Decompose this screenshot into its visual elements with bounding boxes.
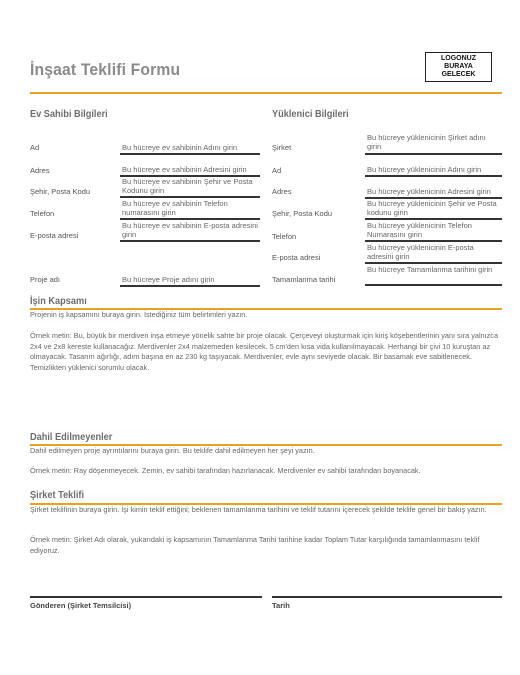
owner-line-name xyxy=(120,153,260,155)
owner-value-city[interactable]: Bu hücreye ev sahibinin Şehir ve Posta Kodunu girin xyxy=(122,177,253,195)
offer-instructions[interactable]: Şirket teklifinin buraya girin. İşi kimin teklif ettiğini; beklenen tamamlanma tarihini ve teklif tutarını içerecek şekilde teklife genel bir bakış yazın. xyxy=(30,505,487,514)
owner-value-project[interactable]: Bu hücreye Proje adını girin xyxy=(122,275,215,284)
logo-placeholder: LOGONUZ BURAYA GELECEK xyxy=(425,52,492,82)
scope-example[interactable]: Örnek metin: Bu, büyük bir merdiven inşa etmeye yönelik sahte bir proje olacak. Çerçeveyi oluşturmak için kiriş köşebentlerinin yanı sıra yalnızca 2x4 ve 2x8 kereste kullanacağız. Merdivenler 2x4 malzemeden kesilecek. 5 cm'den kısa vida kullanılmayacak. Herhangi bir çivi 10 kuruştan az olmayacak. Tasarım ağırlığı, adım başına en az 230 kg taşıyacak. Merdivenler, evle aynı seviyede olacak. Bir basamak eve sabitlenecek. Temizlikten yüklenici sorumlu olacak. xyxy=(30,331,499,372)
contractor-value-city[interactable]: Bu hücreye yüklenicinin Şehir ve Posta kodunu girin xyxy=(367,199,497,217)
owner-value-address[interactable]: Bu hücreye ev sahibinin Adresini girin xyxy=(122,165,247,174)
owner-value-phone[interactable]: Bu hücreye ev sahibinin Telefon numarasını girin xyxy=(122,199,228,217)
contractor-value-name[interactable]: Bu hücreye yüklenicinin Adını girin xyxy=(367,165,482,174)
contractor-label-company: Şirket xyxy=(272,143,292,152)
scope-instructions[interactable]: Projenin iş kapsamını buraya girin. İstediğiniz tüm belirtimleri yazın. xyxy=(30,310,248,319)
owner-label-address: Adres xyxy=(30,166,50,175)
owner-label-name: Ad xyxy=(30,143,40,152)
contractor-value-phone[interactable]: Bu hücreye yüklenicinin Telefon Numarasını girin xyxy=(367,221,472,239)
contractor-line-city xyxy=(365,218,502,220)
owner-line-email xyxy=(120,240,260,242)
owner-label-email: E-posta adresi xyxy=(30,231,79,240)
contractor-value-company[interactable]: Bu hücreye yüklenicinin Şirket adını girin xyxy=(367,133,486,151)
contractor-line-completion xyxy=(365,284,502,286)
contractor-label-phone: Telefon xyxy=(272,232,297,241)
excluded-instructions[interactable]: Dahil edilmeyen proje ayrıntılarını buraya girin. Bu teklife dahil edilmeyen her şeyi yazın. xyxy=(30,446,315,455)
owner-label-phone: Telefon xyxy=(30,209,55,218)
contractor-line-name xyxy=(365,175,502,177)
owner-label-project: Proje adı xyxy=(30,275,61,284)
sender-signature-label: Gönderen (Şirket Temsilcisi) xyxy=(30,601,132,610)
contractor-line-phone xyxy=(365,240,502,242)
owner-line-project xyxy=(120,285,260,287)
date-signature-line xyxy=(272,596,502,598)
contractor-label-address: Adres xyxy=(272,187,292,196)
offer-heading: Şirket Teklifi xyxy=(30,490,85,501)
owner-line-phone xyxy=(120,218,260,220)
sender-signature-line xyxy=(30,596,262,598)
owner-value-email[interactable]: Bu hücreye ev sahibinin E-posta adresini girin xyxy=(122,221,258,239)
offer-example[interactable]: Örnek metin: Şirket Adı olarak, yukarıdaki iş kapsamının Tamamlanma Tarihi tarihine kadar Toplam Tutar karşılığında tamamlanmasını teklif ediyoruz. xyxy=(30,535,480,555)
contractor-label-completion: Tamamlanma tarihi xyxy=(272,275,336,284)
owner-heading: Ev Sahibi Bilgileri xyxy=(30,109,108,120)
contractor-heading: Yüklenici Bilgileri xyxy=(272,109,349,120)
contractor-value-completion[interactable]: Bu hücreye Tamamlanma tarihini girin xyxy=(367,265,493,274)
contractor-label-name: Ad xyxy=(272,166,282,175)
excluded-example[interactable]: Örnek metin: Ray döşenmeyecek. Zemin, ev sahibi tarafından hazırlanacak. Merdivenler ev sahibi tarafından boyanacak. xyxy=(30,466,421,475)
owner-label-city: Şehir, Posta Kodu xyxy=(30,187,91,196)
owner-line-city xyxy=(120,196,260,198)
date-signature-label: Tarih xyxy=(272,601,290,610)
contractor-value-address[interactable]: Bu hücreye yüklenicinin Adresini girin xyxy=(367,187,491,196)
contractor-label-city: Şehir, Posta Kodu xyxy=(272,209,333,218)
excluded-heading: Dahil Edilmeyenler xyxy=(30,432,113,443)
title-divider xyxy=(30,92,502,94)
page-title: İnşaat Teklifi Formu xyxy=(30,60,181,79)
contractor-line-email xyxy=(365,262,502,264)
contractor-line-company xyxy=(365,153,502,155)
contractor-label-email: E-posta adresi xyxy=(272,253,321,262)
scope-heading: İşin Kapsamı xyxy=(30,296,87,307)
contractor-value-email[interactable]: Bu hücreye yüklenicinin E-posta adresini girin xyxy=(367,243,474,261)
owner-value-name[interactable]: Bu hücreye ev sahibinin Adını girin xyxy=(122,143,238,152)
